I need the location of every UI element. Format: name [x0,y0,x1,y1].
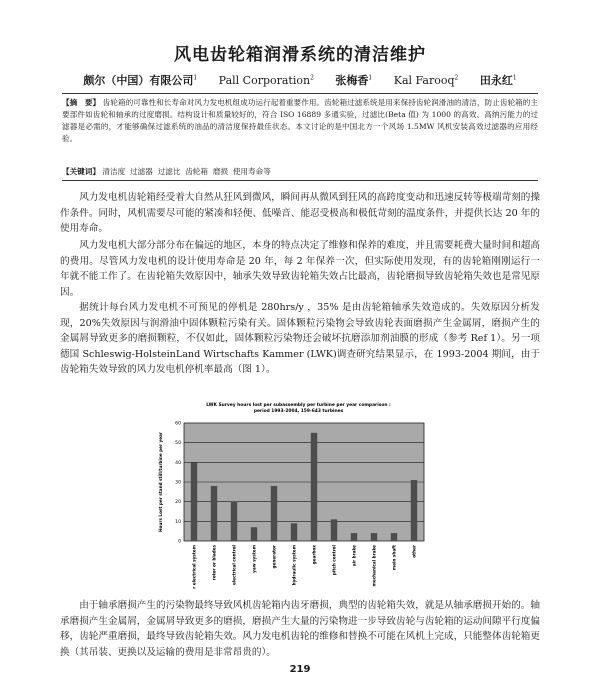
figure-1 [148,397,449,589]
paper-title: 风电齿轮箱润滑系统的清洁维护 [174,45,426,65]
x-tick-label: mechanical brake [371,545,377,587]
author: 颇尔（中国）有限公司$^1$ [83,74,198,87]
body-paragraph: 风力发电机大部分部分布在偏远的地区，本身的特点决定了维修和保养的难度，并且需要耗费大量时间和超高的费用。尽管风力发电机的设计使用寿命是 20 年，每 2 年保养一次，但实际使用发现，有的齿轮箱刚刚运行一年就不能工作了。在齿轮箱失效原因中，轴承失效导致齿轮箱失效占比最高，齿轮磨损导致齿轮箱失效也是常见原因。 [60,240,540,298]
keyword: 过滤比 [157,167,181,176]
bar [211,486,217,541]
x-tick-label: hydraulic system [291,545,297,586]
keyword: 齿轮箱 [185,167,208,176]
bar [231,502,237,541]
author-line [0,72,600,88]
x-tick-label: generator [271,545,277,569]
x-tick-label: rotor or blades [211,545,217,581]
x-tick-label: electrical control [231,545,237,586]
bar [351,533,357,541]
x-tick-label: gearbox [311,545,317,565]
y-tick-label: 50 [175,441,181,447]
bar [331,519,337,541]
y-tick-label: 10 [175,519,181,525]
page-number: 219 [289,664,311,675]
body-paragraph: 据统计每台风力发电机不可预见的停机是 280hrs/y ，35% 是由齿轮箱轴承失效造成的。失效原因分析发现，20%失效原因与润滑油中固体颗粒污染有关。固体颗粒污染物会导致齿轮表面磨损产生金属屑，磨损产生的金属屑导致更多的磨损颗粒，不仅如此，固体颗粒污染物还会破坏抗磨添加剂油膜的形成（参考 Ref 1）。另一项德国 Schleswig-HolsteinLand Wirtschafts Kammer (LWK)调查研究结果显示，在 1993-2004 期间，由于齿轮箱失效导致的风力发电机停机率最高（图 1）。 [60,302,540,376]
y-tick-label: 30 [175,480,181,486]
keyword: 过滤器 [130,167,153,176]
abstract-text: 齿轮箱的可靠性和长寿命对风力发电机组成功运行起着重要作用。齿轮箱过滤系统是用来保持齿轮润滑油的清洁，防止齿轮箱的主要部件如齿轮和轴承的过度磨损。结构设计和质量较好的，符合 ISO 16889 多通实验，过滤比(Beta 值) 为 1000 的高效、高纳污能力的过滤器是必需的，才能够确保过滤系统的油品的清洁度保持最佳状态。本文讨论的是中国北方一个风场 1.5MW 风机安装高效过滤器的应用经验。 [62,98,539,143]
author: 张梅香$^1$ [335,74,373,87]
author: Pall Corporation$^2$ [218,74,314,87]
bar [411,480,417,541]
keywords [62,167,538,177]
chart-title-line: period 1993-2004, 159-643 turbines [253,409,344,414]
chart-title-line: LWK Survey hours lost per subassembly per turbine per year comparison : [206,403,391,408]
x-tick-label: grid or electrical system [191,545,197,589]
x-tick-label: pitch control [331,545,337,576]
x-tick-label: yaw system [251,545,257,573]
bar [251,527,257,541]
abstract-label: 【摘 要】 [62,98,101,107]
x-tick-label: air brake [351,545,357,567]
x-tick-label: other [411,545,417,558]
y-tick-label: 60 [175,421,181,427]
divider [62,180,538,181]
bar [191,462,197,541]
y-tick-label: 0 [178,539,181,545]
y-tick-label: 40 [175,460,181,466]
bar [391,533,397,541]
y-axis-label: Hours Lost per stand still/turbine per year [158,432,163,532]
author: 田永红$^1$ [479,74,517,87]
abstract [62,97,538,145]
keyword: 清洁度 [102,167,126,176]
bar [371,533,377,541]
keyword: 磨损 [212,167,229,176]
bar [311,433,317,541]
bar [291,523,297,541]
bar-chart [148,397,449,589]
bar [271,486,277,541]
x-tick-label: main shaft [391,545,397,571]
body-paragraph: 由于轴承磨损产生的污染物最终导致风机齿轮箱内齿牙磨损，典型的齿轮箱失效，就是从轴承磨损开始的。轴承磨损产生金属屑，金属屑导致更多的磨损，磨损产生大量的污染物进一步导致齿轮与齿轮箱的运动间隙平行度偏移，齿轮严重磨损，最终导致齿轮箱失效。风力发电机齿轮的维修和替换不可能在风机上完成，只能整体齿轮箱更换（其吊装、更换以及运输的费用是非常昂贵的）。 [60,600,540,658]
body-paragraph: 风力发电机齿轮箱经受着大自然从狂风到微风，瞬间再从微风到狂风的高跨度变动和迅速反转等极端苛刻的操作条件。同时，风机需要尽可能的紧凑和轻便、低噪音、能忍受极高和极低苛刻的温度条件，并提供长达 20 年的使用寿命。 [60,192,540,235]
keywords-label: 【关键词】 [62,167,100,176]
y-tick-label: 20 [175,500,181,506]
keyword: 使用寿命等 [232,167,271,176]
author: Kal Farooq$^2$ [393,74,459,87]
divider [62,93,538,94]
